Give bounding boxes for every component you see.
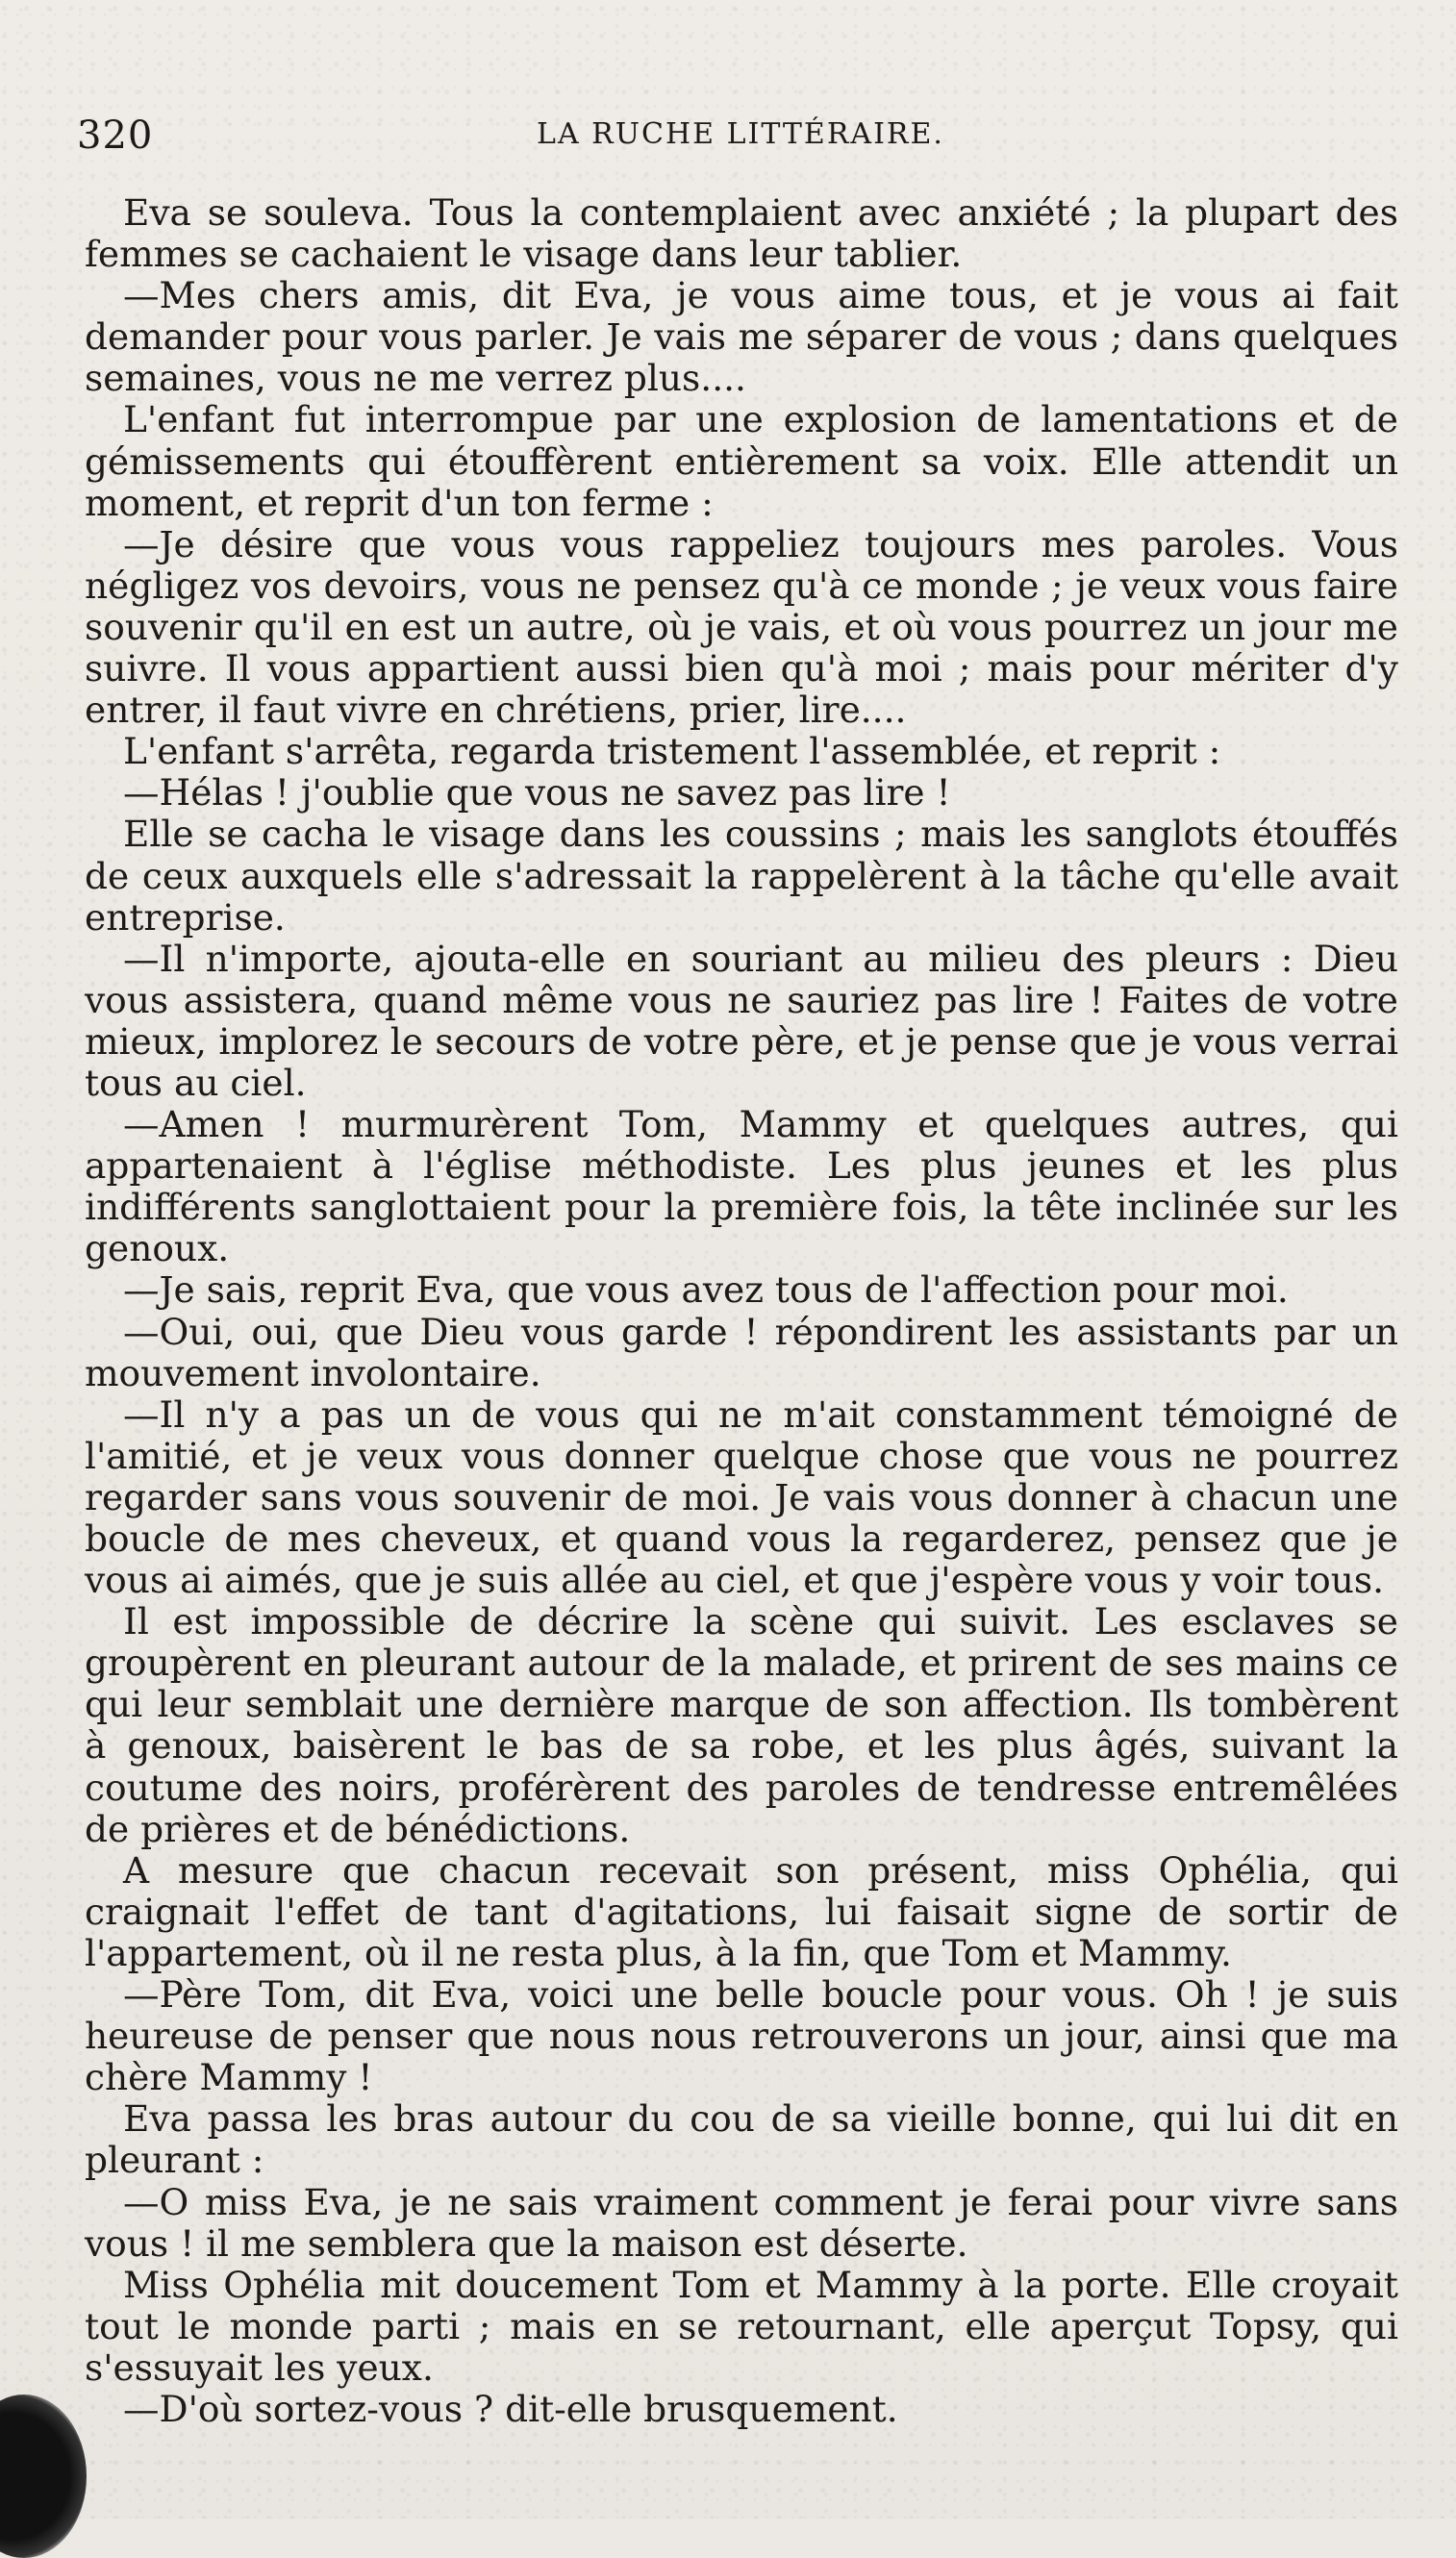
paragraph: L'enfant s'arrêta, regarda tristement l'assemblée, et reprit : [123,730,1221,773]
page-header [77,113,1404,171]
paragraph: A mesure que chacun recevait son présent, miss Ophélia, qui craignait l'effet de tant d'agitations, lui faisait signe de sortir de l'appartement, où il ne resta plus, à la fin, que Tom et Mammy. [85,1848,1398,1974]
ink-blot [0,2395,87,2558]
paragraph: —Père Tom, dit Eva, voici une belle boucle pour vous. Oh ! je suis heureuse de penser que nous nous retrouverons un jour, ainsi que ma chère Mammy ! [85,1973,1398,2099]
paragraph: Il est impossible de décrire la scène qui suivit. Les esclaves se groupèrent en pleurant autour de la malade, et prirent de ses mains ce qui leur semblait une dernière marque de son affection. Ils tombèrent à genoux, baisèrent le bas de sa robe, et les plus âgés, suivant la coutume des noirs, proférèrent des paroles de tendresse entremêlées de prières et de bénédictions. [85,1600,1398,1850]
paragraph: L'enfant fut interrompue par une explosion de lamentations et de gémissements qui étouffèrent entièrement sa voix. Elle attendit un moment, et reprit d'un ton ferme : [85,398,1398,524]
paragraph: —O miss Eva, je ne sais vraiment comment je ferai pour vivre sans vous ! il me semblera que la maison est déserte. [85,2180,1398,2265]
paragraph: —Amen ! murmurèrent Tom, Mammy et quelques autres, qui appartenaient à l'église méthodiste. Les plus jeunes et les plus indifférents sanglottaient pour la première fois, la tête inclinée sur les genoux. [85,1103,1398,1270]
paragraph: —Je sais, reprit Eva, que vous avez tous de l'affection pour moi. [123,1268,1289,1312]
paragraph: —Mes chers amis, dit Eva, je vous aime tous, et je vous ai fait demander pour vous parler. Je vais me séparer de vous ; dans quelques semaines, vous ne me verrez plus.... [85,274,1398,400]
paragraph: Miss Ophélia mit doucement Tom et Mammy à la porte. Elle croyait tout le monde parti ; mais en se retournant, elle aperçut Topsy, qui s'essuyait les yeux. [85,2263,1398,2389]
paragraph: —Je désire que vous vous rappeliez toujours mes paroles. Vous négligez vos devoirs, vous ne pensez qu'à ce monde ; je veux vous faire souvenir qu'il en est un autre, où je vais, et où vous pourrez un jour me suivre. Il vous appartient aussi bien qu'à moi ; mais pour mériter d'y entrer, il faut vivre en chrétiens, prier, lire.... [85,522,1398,732]
paragraph: —Oui, oui, que Dieu vous garde ! répondirent les assistants par un mouvement involontaire. [85,1310,1398,1394]
paragraph: —Hélas ! j'oublie que vous ne savez pas lire ! [123,771,951,815]
paragraph: —Il n'importe, ajouta-elle en souriant au milieu des pleurs : Dieu vous assistera, quand même vous ne sauriez pas lire ! Faites de votre mieux, implorez le secours de votre père, et je pense que je vous verrai tous au ciel. [85,937,1398,1104]
page-number: 320 [77,113,154,158]
running-title: LA RUCHE LITTÉRAIRE. [537,117,944,151]
paragraph: —D'où sortez-vous ? dit-elle brusquement. [123,2387,898,2430]
paragraph: —Il n'y a pas un de vous qui ne m'ait constamment témoigné de l'amitié, et je veux vous donner quelque chose que vous ne pourrez regarder sans vous souvenir de moi. Je vais vous donner à chacun une boucle de mes cheveux, et quand vous la regarderez, pensez que je vous ai aimés, que je suis allée au ciel, et que j'espère vous y voir tous. [85,1392,1398,1602]
paragraph: Eva se souleva. Tous la contemplaient avec anxiété ; la plupart des femmes se cachaient le visage dans leur tablier. [85,191,1398,276]
paragraph: Elle se cacha le visage dans les coussins ; mais les sanglots étouffés de ceux auxquels elle s'adressait la rappelèrent à la tâche qu'elle avait entreprise. [85,813,1398,939]
paragraph: Eva passa les bras autour du cou de sa vieille bonne, qui lui dit en pleurant : [85,2097,1398,2182]
body-text [85,192,1398,2430]
